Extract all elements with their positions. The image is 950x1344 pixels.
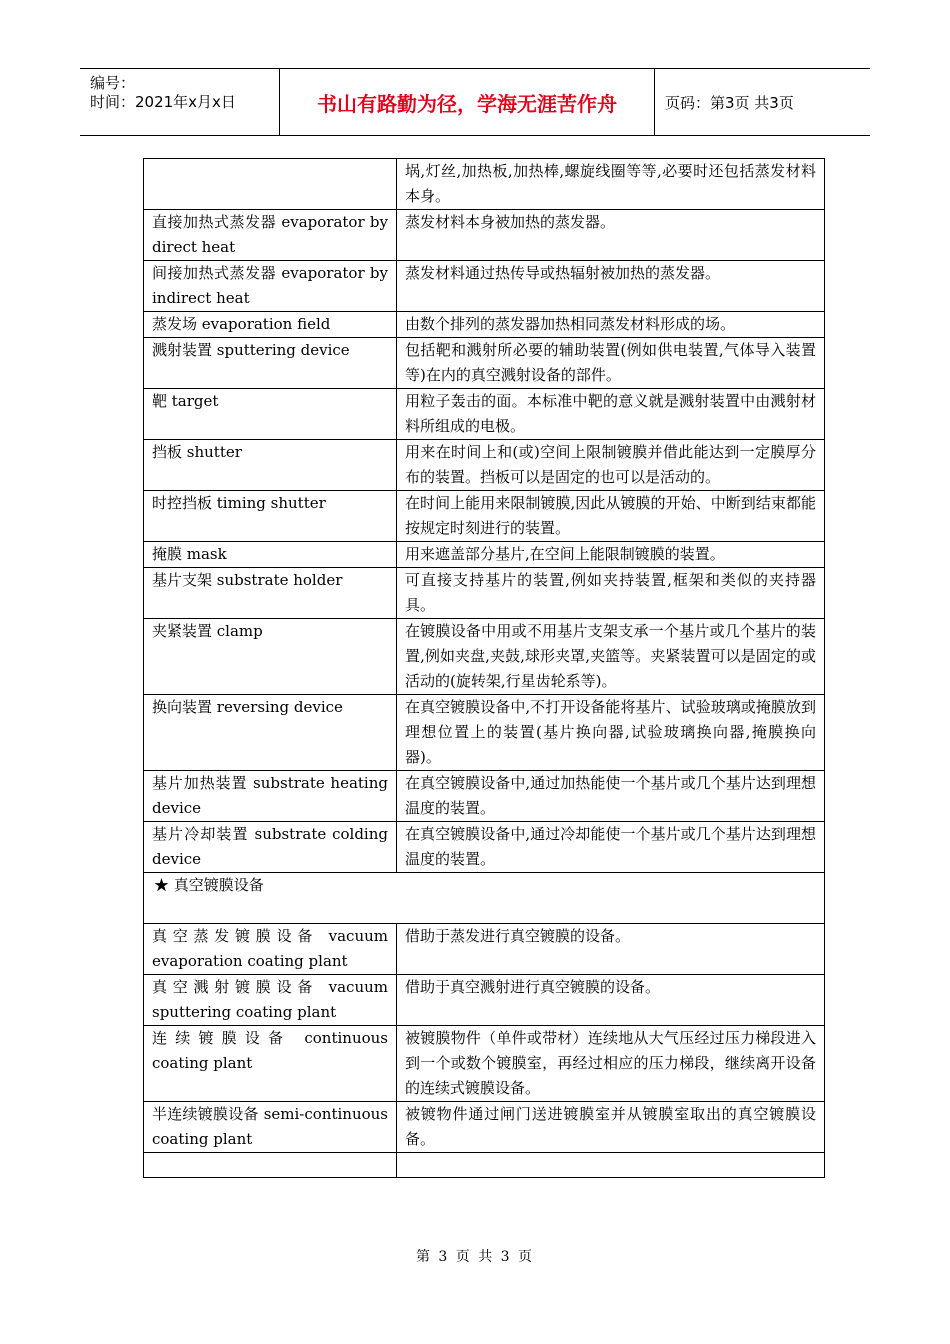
- table-row: [144, 542, 825, 568]
- term-cell: 溅射装置 sputtering device: [144, 338, 397, 389]
- table-row: [144, 312, 825, 338]
- definition-cell: 被镀物件通过闸门送进镀膜室并从镀膜室取出的真空镀膜设备。: [397, 1102, 825, 1153]
- table-row: [144, 568, 825, 619]
- definition-cell: 由数个排列的蒸发器加热相同蒸发材料形成的场。: [397, 312, 825, 338]
- term-cell: 间接加热式蒸发器 evaporator by indirect heat: [144, 261, 397, 312]
- header-page-info: 页码：第3页 共3页: [665, 93, 794, 112]
- table-row: [144, 440, 825, 491]
- term-cell: 真空溅射镀膜设备 vacuum sputtering coating plant: [144, 975, 397, 1026]
- page-header: [80, 68, 870, 136]
- table-row: [144, 1153, 825, 1178]
- term-cell: 基片加热装置 substrate heating device: [144, 771, 397, 822]
- section-row: [144, 873, 825, 924]
- table-row: [144, 771, 825, 822]
- term-cell: 连续镀膜设备 continuous coating plant: [144, 1026, 397, 1102]
- table-row: [144, 1026, 825, 1102]
- table-row: [144, 210, 825, 261]
- definition-cell: 用来遮盖部分基片,在空间上能限制镀膜的装置。: [397, 542, 825, 568]
- glossary-table: [143, 158, 825, 1178]
- definition-cell: 借助于真空溅射进行真空镀膜的设备。: [397, 975, 825, 1026]
- definition-cell: 在时间上能用来限制镀膜,因此从镀膜的开始、中断到结束都能按规定时刻进行的装置。: [397, 491, 825, 542]
- table-row: [144, 491, 825, 542]
- term-cell: 基片支架 substrate holder: [144, 568, 397, 619]
- table-row: [144, 924, 825, 975]
- table-row: [144, 159, 825, 210]
- definition-cell: 包括靶和溅射所必要的辅助装置(例如供电装置,气体导入装置等)在内的真空溅射设备的部件。: [397, 338, 825, 389]
- definition-cell: 被镀膜物件（单件或带材）连续地从大气压经过压力梯段进入到一个或数个镀膜室，再经过相应的压力梯段，继续离开设备的连续式镀膜设备。: [397, 1026, 825, 1102]
- table-row: [144, 822, 825, 873]
- definition-cell: 蒸发材料本身被加热的蒸发器。: [397, 210, 825, 261]
- table-row: [144, 338, 825, 389]
- term-cell: 直接加热式蒸发器 evaporator by direct heat: [144, 210, 397, 261]
- table-row: [144, 695, 825, 771]
- definition-cell: 蒸发材料通过热传导或热辐射被加热的蒸发器。: [397, 261, 825, 312]
- definition-cell: 在真空镀膜设备中,通过加热能使一个基片或几个基片达到理想温度的装置。: [397, 771, 825, 822]
- term-cell: [144, 159, 397, 210]
- table-row: [144, 261, 825, 312]
- term-cell: 换向装置 reversing device: [144, 695, 397, 771]
- definition-cell: 在真空镀膜设备中,通过冷却能使一个基片或几个基片达到理想温度的装置。: [397, 822, 825, 873]
- page-footer: 第 3 页 共 3 页: [415, 1249, 535, 1265]
- date-label: 时间：2021年x月x日: [90, 93, 236, 111]
- term-cell: 时控挡板 timing shutter: [144, 491, 397, 542]
- term-cell: 蒸发场 evaporation field: [144, 312, 397, 338]
- definition-cell: 用粒子轰击的面。本标准中靶的意义就是溅射装置中由溅射材料所组成的电极。: [397, 389, 825, 440]
- table-row: [144, 975, 825, 1026]
- section-title: ★ 真空镀膜设备: [144, 873, 825, 924]
- term-cell: 挡板 shutter: [144, 440, 397, 491]
- term-cell: [144, 1153, 397, 1178]
- number-label: 编号：: [90, 74, 136, 92]
- definition-cell: 埚,灯丝,加热板,加热棒,螺旋线圈等等,必要时还包括蒸发材料本身。: [397, 159, 825, 210]
- term-cell: 半连续镀膜设备 semi-continuous coating plant: [144, 1102, 397, 1153]
- table-row: [144, 1102, 825, 1153]
- definition-cell: 在镀膜设备中用或不用基片支架支承一个基片或几个基片的装置,例如夹盘,夹鼓,球形夹罩,夹篮等。夹紧装置可以是固定的或活动的(旋转架,行星齿轮系等)。: [397, 619, 825, 695]
- term-cell: 真空蒸发镀膜设备 vacuum evaporation coating plant: [144, 924, 397, 975]
- term-cell: 掩膜 mask: [144, 542, 397, 568]
- definition-cell: [397, 1153, 825, 1178]
- header-meta: [80, 69, 280, 135]
- definition-cell: 在真空镀膜设备中,不打开设备能将基片、试验玻璃或掩膜放到理想位置上的装置(基片换向器,试验玻璃换向器,掩膜换向器)。: [397, 695, 825, 771]
- definition-cell: 可直接支持基片的装置,例如夹持装置,框架和类似的夹持器具。: [397, 568, 825, 619]
- definition-cell: 用来在时间上和(或)空间上限制镀膜并借此能达到一定膜厚分布的装置。挡板可以是固定的也可以是活动的。: [397, 440, 825, 491]
- term-cell: 夹紧装置 clamp: [144, 619, 397, 695]
- term-cell: 基片冷却装置 substrate colding device: [144, 822, 397, 873]
- header-motto: 书山有路勤为径，学海无涯苦作舟: [280, 69, 655, 135]
- table-row: [144, 619, 825, 695]
- term-cell: 靶 target: [144, 389, 397, 440]
- definition-cell: 借助于蒸发进行真空镀膜的设备。: [397, 924, 825, 975]
- table-row: [144, 389, 825, 440]
